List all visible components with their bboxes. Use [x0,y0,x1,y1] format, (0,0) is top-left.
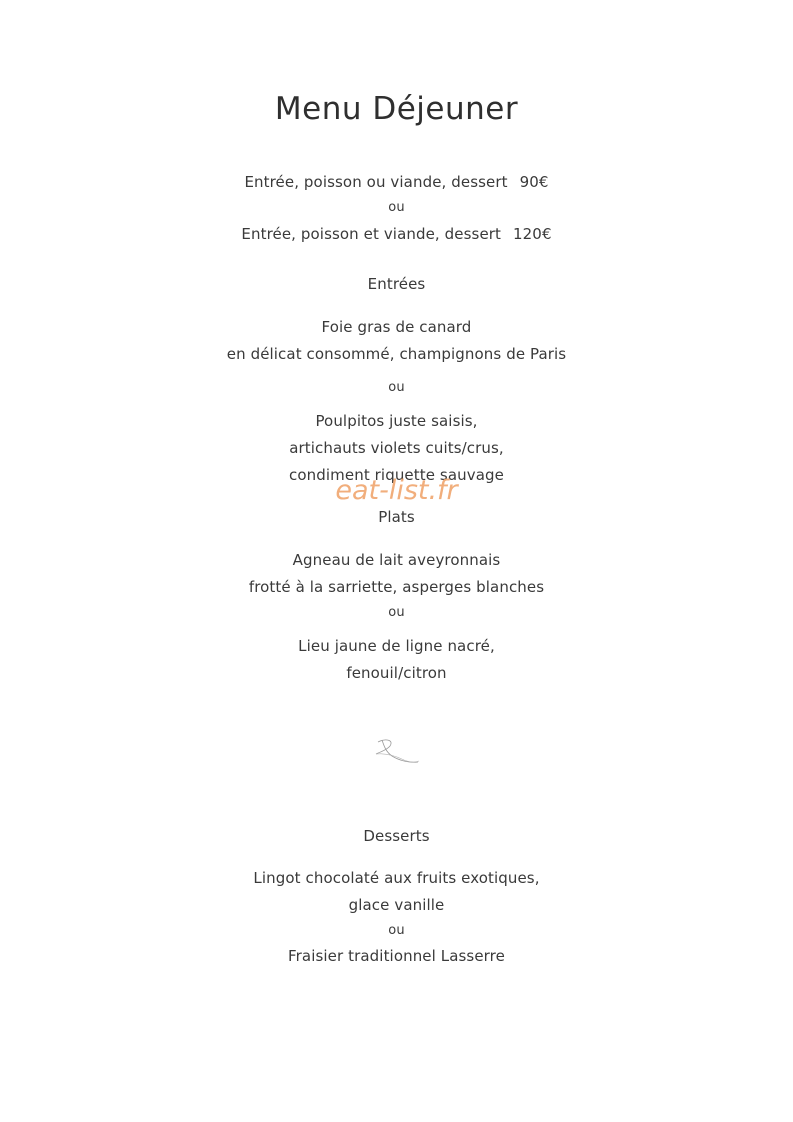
restaurant-logo-icon [372,736,420,766]
section-heading-desserts: Desserts [363,827,430,845]
or-separator: ou [388,200,405,215]
formula-1-label: Entrée, poisson ou viande, dessert [244,173,508,191]
dish-line: fenouil/citron [346,664,447,682]
page-title: Menu Déjeuner [274,91,519,127]
or-separator: ou [388,605,405,620]
dish-line: Lingot chocolaté aux fruits exotiques, [253,869,540,887]
dish-line: glace vanille [348,896,445,914]
formula-2-price: 120€ [513,225,552,243]
section-heading-plats: Plats [378,508,415,526]
dish-line: Foie gras de canard [321,318,472,336]
section-heading-entrees: Entrées [367,275,426,293]
dish-line: Fraisier traditionnel Lasserre [288,947,505,965]
formula-1 [0,172,793,192]
or-separator: ou [388,923,405,938]
dish-line: Agneau de lait aveyronnais [292,551,501,569]
or-separator: ou [388,380,405,395]
dish-line: condiment riquette sauvage [289,466,504,484]
watermark: eat-list.fr [335,475,458,506]
dish-line: Poulpitos juste saisis, [315,412,478,430]
formula-1-price: 90€ [519,173,549,191]
dish-line: artichauts violets cuits/crus, [289,439,504,457]
dish-line: en délicat consommé, champignons de Paris [226,345,567,363]
formula-2 [0,224,793,244]
dish-line: frotté à la sarriette, asperges blanches [248,578,545,596]
dish-line: Lieu jaune de ligne nacré, [298,637,495,655]
formula-2-label: Entrée, poisson et viande, dessert [241,225,502,243]
